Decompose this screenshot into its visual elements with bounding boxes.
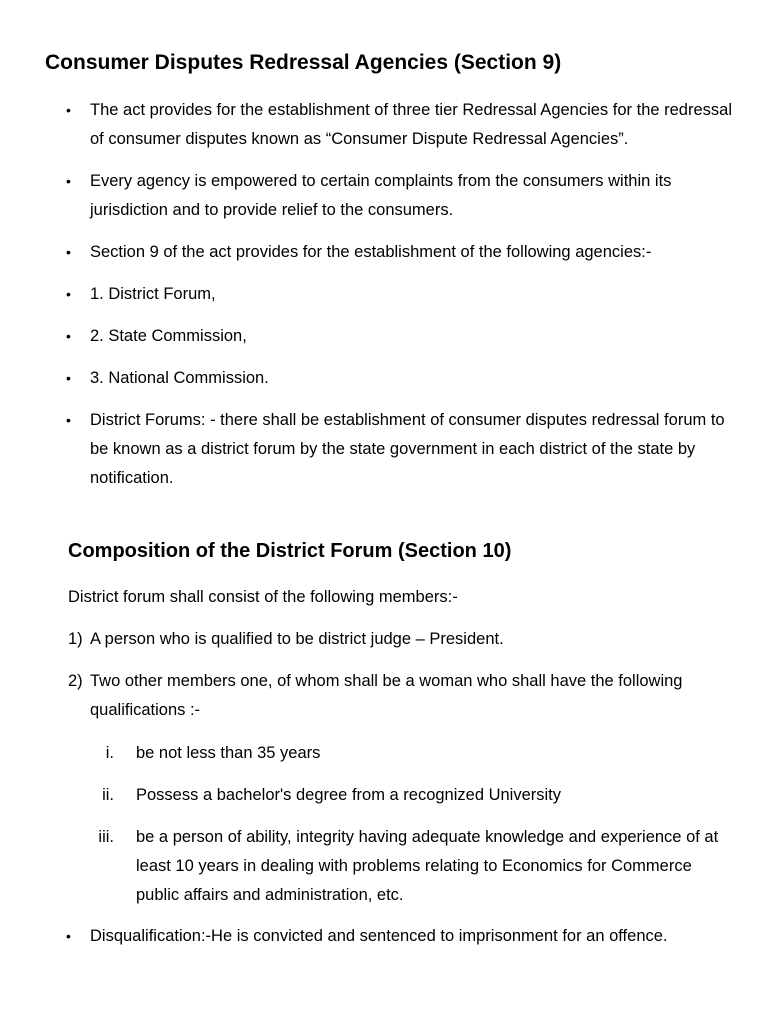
list-number: 1)	[68, 630, 83, 648]
list-item	[66, 364, 736, 393]
section-9-heading: Consumer Disputes Redressal Agencies (Section 9)	[45, 51, 562, 74]
list-item	[66, 96, 736, 154]
bullet-icon: •	[66, 328, 71, 344]
list-item-text: 3. National Commission.	[90, 369, 269, 387]
list-item	[66, 322, 736, 351]
section-9-bullet-list	[66, 96, 736, 493]
list-item-text: be a person of ability, integrity having adequate knowledge and experience of at least 10 years in dealing with problems relating to Economics for Commerce public affairs and administration, etc.	[136, 828, 719, 904]
bullet-icon: •	[66, 370, 71, 386]
list-item-text: Two other members one, of whom shall be a woman who shall have the following qualifications :-	[90, 672, 683, 719]
section-10-heading: Composition of the District Forum (Section 10)	[68, 540, 512, 562]
list-item-text: A person who is qualified to be district judge – President.	[90, 630, 504, 648]
list-item-text: 1. District Forum,	[90, 285, 216, 303]
bullet-icon: •	[66, 928, 71, 944]
list-item-text: Disqualification:-He is convicted and sentenced to imprisonment for an offence.	[90, 927, 668, 945]
list-item-text: Every agency is empowered to certain complaints from the consumers within its jurisdiction and to provide relief to the consumers.	[90, 172, 672, 219]
disqualification-list	[66, 922, 736, 951]
list-item-text: be not less than 35 years	[136, 744, 321, 762]
list-item	[90, 739, 720, 768]
list-item	[66, 238, 736, 267]
bullet-icon: •	[66, 244, 71, 260]
list-item	[90, 823, 720, 910]
qualifications-list	[90, 739, 720, 910]
list-item	[68, 667, 728, 725]
list-number: iii.	[98, 828, 114, 846]
list-item	[90, 781, 720, 810]
list-item	[68, 625, 728, 654]
list-item-text: The act provides for the establishment of three tier Redressal Agencies for the redressal of consumer disputes known as “Consumer Dispute Redressal Agencies”.	[90, 101, 732, 148]
members-numbered-list	[68, 625, 728, 725]
list-item-text: Section 9 of the act provides for the establishment of the following agencies:-	[90, 243, 652, 261]
bullet-icon: •	[66, 102, 71, 118]
list-item	[66, 406, 736, 493]
list-item	[66, 167, 736, 225]
list-item	[66, 280, 736, 309]
bullet-icon: •	[66, 412, 71, 428]
list-item-text: 2. State Commission,	[90, 327, 247, 345]
section-10-intro: District forum shall consist of the following members:-	[68, 588, 458, 606]
list-item-text: Possess a bachelor's degree from a recognized University	[136, 786, 562, 804]
list-item	[66, 922, 736, 951]
list-item-text: District Forums: - there shall be establishment of consumer disputes redressal forum to be known as a district forum by the state government in each district of the state by notification.	[90, 411, 725, 487]
bullet-icon: •	[66, 286, 71, 302]
list-number: i.	[105, 744, 114, 762]
bullet-icon: •	[66, 173, 71, 189]
list-number: 2)	[68, 672, 83, 690]
list-number: ii.	[102, 786, 114, 804]
